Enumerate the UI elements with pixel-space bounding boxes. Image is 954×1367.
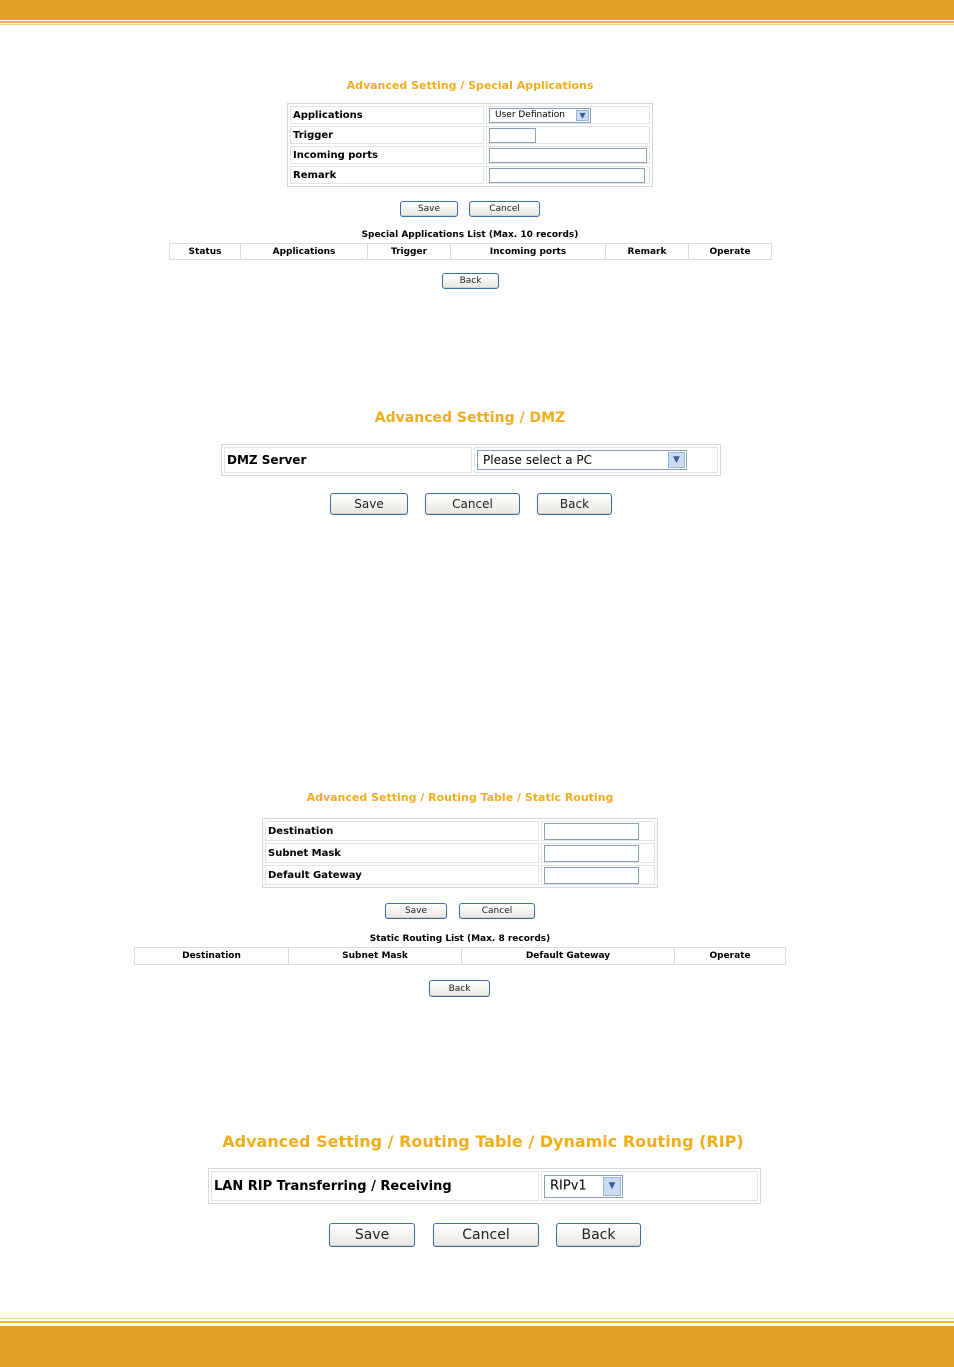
- top-divider: [0, 21, 954, 23]
- static-routing-list: [134, 947, 786, 965]
- applications-label: Applications: [290, 106, 484, 124]
- rip-cancel-button[interactable]: Cancel: [433, 1223, 539, 1247]
- bottom-divider-thin: [0, 1318, 954, 1319]
- static-routing-list-caption: Static Routing List (Max. 8 records): [369, 934, 551, 944]
- top-divider-thin: [0, 24, 954, 25]
- special-applications-title: Advanced Setting / Special Applications: [346, 79, 594, 92]
- column-subnet-mask: Subnet Mask: [289, 948, 462, 965]
- dmz-back-button[interactable]: Back: [537, 493, 612, 515]
- static-routing-form: [262, 818, 658, 888]
- static-back-button[interactable]: Back: [429, 980, 490, 997]
- special-applications-list-caption: Special Applications List (Max. 10 records): [361, 230, 579, 240]
- special-applications-list: [169, 243, 772, 260]
- chevron-down-icon[interactable]: ▼: [668, 452, 685, 468]
- applications-select[interactable]: [489, 108, 591, 123]
- dmz-form: [221, 444, 721, 476]
- column-remark: Remark: [606, 244, 689, 260]
- column-destination: Destination: [135, 948, 289, 965]
- column-incoming-ports: Incoming ports: [451, 244, 606, 260]
- static-save-button[interactable]: Save: [385, 903, 447, 919]
- dmz-save-button[interactable]: Save: [330, 493, 408, 515]
- dmz-server-label: DMZ Server: [224, 447, 472, 473]
- column-default-gateway: Default Gateway: [462, 948, 675, 965]
- bottom-banner: [0, 1326, 954, 1367]
- rip-form: [208, 1168, 761, 1204]
- special-save-button[interactable]: Save: [400, 201, 458, 217]
- chevron-down-icon[interactable]: ▼: [603, 1177, 621, 1196]
- dmz-server-select[interactable]: [477, 450, 687, 470]
- trigger-label: Trigger: [290, 126, 484, 144]
- static-cancel-button[interactable]: Cancel: [459, 903, 535, 919]
- special-cancel-button[interactable]: Cancel: [469, 201, 540, 217]
- trigger-input[interactable]: [489, 128, 536, 143]
- rip-version-select[interactable]: [544, 1175, 623, 1198]
- rip-title: Advanced Setting / Routing Table / Dynamic Routing (RIP): [222, 1132, 744, 1151]
- rip-back-button[interactable]: Back: [556, 1223, 641, 1247]
- special-applications-form: [287, 103, 653, 187]
- static-routing-title: Advanced Setting / Routing Table / Static Routing: [306, 791, 614, 804]
- destination-input[interactable]: [544, 823, 639, 840]
- incoming-ports-label: Incoming ports: [290, 146, 484, 164]
- special-back-button[interactable]: Back: [442, 273, 499, 289]
- subnet-mask-input[interactable]: [544, 845, 639, 862]
- default-gateway-input[interactable]: [544, 867, 639, 884]
- subnet-mask-label: Subnet Mask: [265, 843, 539, 863]
- dmz-cancel-button[interactable]: Cancel: [425, 493, 520, 515]
- column-operate: Operate: [689, 244, 772, 260]
- column-operate: Operate: [675, 948, 786, 965]
- top-banner: [0, 0, 954, 20]
- rip-save-button[interactable]: Save: [329, 1223, 415, 1247]
- applications-select-value: User Defination: [495, 110, 565, 120]
- column-applications: Applications: [241, 244, 368, 260]
- rip-version-select-value: RIPv1: [550, 1178, 587, 1194]
- column-trigger: Trigger: [368, 244, 451, 260]
- default-gateway-label: Default Gateway: [265, 865, 539, 885]
- column-status: Status: [170, 244, 241, 260]
- chevron-down-icon[interactable]: ▼: [576, 110, 589, 121]
- lan-rip-label: LAN RIP Transferring / Receiving: [211, 1171, 539, 1201]
- dmz-server-select-value: Please select a PC: [483, 453, 593, 467]
- remark-label: Remark: [290, 166, 484, 184]
- destination-label: Destination: [265, 821, 539, 841]
- bottom-divider: [0, 1321, 954, 1323]
- remark-input[interactable]: [489, 168, 645, 183]
- dmz-title: Advanced Setting / DMZ: [374, 410, 566, 426]
- incoming-ports-input[interactable]: [489, 148, 647, 163]
